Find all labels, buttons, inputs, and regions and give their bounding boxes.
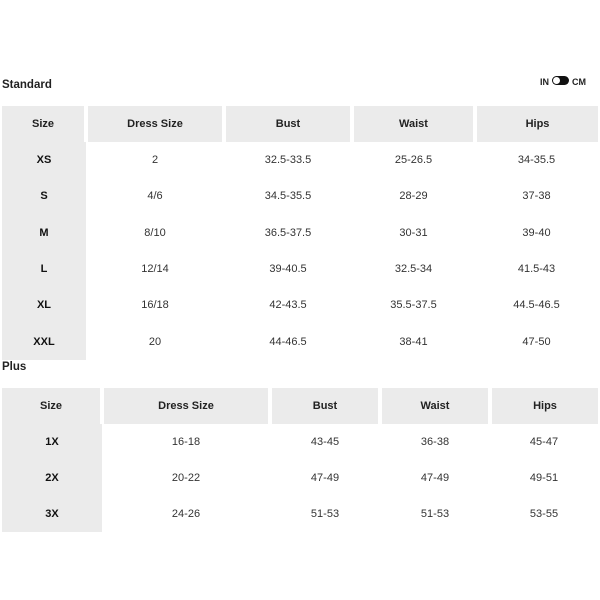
dress-size-cell: 8/10	[144, 226, 166, 239]
table-row	[2, 287, 598, 323]
bust-cell: 51-53	[310, 508, 340, 520]
size-cell: L	[2, 251, 86, 287]
header-dress-size: Dress Size	[102, 388, 270, 424]
standard-size-table	[2, 106, 598, 360]
waist-cell: 35.5-37.5	[390, 299, 437, 312]
hips-cell: 37-38	[522, 190, 551, 203]
waist-cell: 28-29	[399, 190, 428, 203]
header-bust: Bust	[224, 106, 352, 142]
table-row	[2, 323, 598, 359]
waist-cell: 47-49	[420, 472, 450, 484]
bust-cell: 44-46.5	[269, 335, 307, 348]
hips-cell: 47-50	[522, 335, 551, 348]
bust-cell: 32.5-33.5	[264, 154, 312, 167]
waist-cell: 51-53	[420, 508, 450, 520]
header-waist: Waist	[352, 106, 475, 142]
bust-cell: 36.5-37.5	[264, 226, 312, 239]
dress-size-cell: 20	[148, 335, 162, 348]
size-cell: XXL	[2, 323, 86, 359]
dress-size-cell: 2	[151, 154, 159, 167]
header-dress-size: Dress Size	[86, 106, 224, 142]
table-row	[2, 215, 598, 251]
waist-cell: 25-26.5	[394, 154, 433, 167]
table-row	[2, 424, 598, 460]
size-cell: XS	[2, 142, 86, 178]
plus-size-table	[2, 388, 598, 532]
waist-cell: 30-31	[399, 226, 428, 239]
table-header-row	[2, 388, 598, 424]
unit-in-label[interactable]: IN	[540, 77, 549, 87]
size-cell: M	[2, 215, 86, 251]
size-cell: 1X	[2, 424, 102, 460]
bust-cell: 39-40.5	[269, 263, 307, 276]
table-row	[2, 251, 598, 287]
bust-cell: 47-49	[310, 472, 340, 484]
size-cell: 3X	[2, 496, 102, 532]
dress-size-cell: 16/18	[141, 299, 169, 312]
dress-size-cell: 24-26	[171, 508, 201, 520]
bust-cell: 43-45	[310, 436, 340, 448]
bust-cell: 42-43.5	[269, 299, 307, 312]
header-size: Size	[2, 388, 102, 424]
hips-cell: 39-40	[522, 226, 551, 239]
hips-cell: 53-55	[529, 508, 559, 520]
hips-cell: 44.5-46.5	[513, 299, 560, 312]
unit-cm-label[interactable]: CM	[572, 77, 586, 87]
bust-cell: 34.5-35.5	[264, 190, 312, 203]
hips-cell: 45-47	[529, 436, 559, 448]
table-row	[2, 460, 598, 496]
standard-section-title: Standard	[2, 79, 52, 91]
table-row	[2, 496, 598, 532]
header-bust: Bust	[270, 388, 380, 424]
waist-cell: 38-41	[399, 335, 428, 348]
toggle-switch-icon[interactable]	[552, 76, 569, 85]
table-header-row	[2, 106, 598, 142]
hips-cell: 41.5-43	[517, 263, 556, 276]
table-row	[2, 142, 598, 178]
dress-size-cell: 20-22	[171, 472, 201, 484]
dress-size-cell: 16-18	[171, 436, 201, 448]
waist-cell: 36-38	[420, 436, 450, 448]
dress-size-cell: 4/6	[147, 190, 163, 203]
header-waist: Waist	[380, 388, 490, 424]
size-cell: S	[2, 178, 86, 214]
header-hips: Hips	[490, 388, 598, 424]
waist-cell: 32.5-34	[394, 263, 433, 276]
toggle-knob	[553, 77, 560, 84]
size-cell: XL	[2, 287, 86, 323]
hips-cell: 34-35.5	[517, 154, 556, 167]
plus-section-title: Plus	[2, 361, 27, 373]
hips-cell: 49-51	[529, 472, 559, 484]
dress-size-cell: 12/14	[141, 263, 169, 276]
unit-toggle[interactable]	[540, 77, 586, 87]
table-row	[2, 178, 598, 214]
size-cell: 2X	[2, 460, 102, 496]
header-size: Size	[2, 106, 86, 142]
header-hips: Hips	[475, 106, 598, 142]
